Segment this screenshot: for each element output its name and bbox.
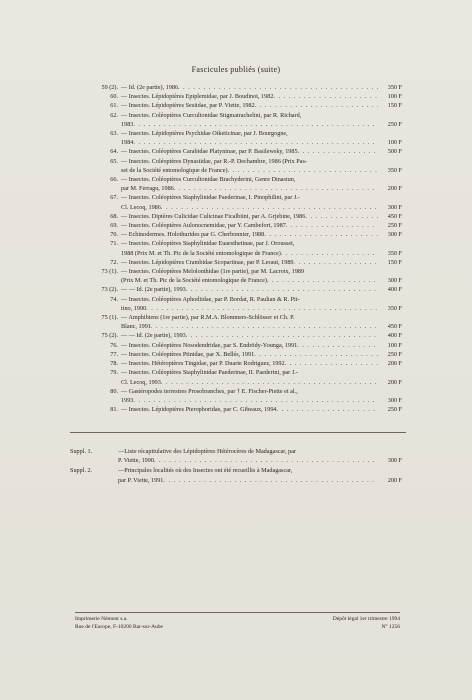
fascicule-entry	[72, 92, 402, 101]
entry-text: 1984	[121, 139, 134, 147]
entry-text: — Insectes. Coléoptères Aphodiidae, par P. Bordat, R. Paulian & R. Pit-	[121, 295, 300, 303]
entry-number: 71.	[110, 240, 118, 248]
entry-text: Cl. Lecoq, 1993	[121, 378, 161, 386]
leader-dots	[298, 147, 378, 156]
leader-dots	[305, 212, 378, 221]
section-divider	[70, 432, 406, 433]
entry-text: — — Id. (2e partie), 1993	[121, 286, 186, 294]
leader-dots	[174, 184, 378, 193]
entry-text: — Insectes. Coléoptères Staphylinidae Paederinae, II. Paederini, par J.-	[121, 369, 298, 377]
supplement-list	[70, 447, 402, 486]
entry-price: 450 F	[387, 323, 402, 331]
footer-rule	[75, 612, 400, 613]
leader-dots	[186, 285, 378, 294]
leader-dots	[161, 203, 378, 212]
entry-number: 81.	[110, 406, 118, 414]
fascicule-entry	[72, 175, 402, 193]
fascicule-entry	[72, 147, 402, 156]
entry-price: 200 F	[387, 378, 402, 386]
supplement-entry	[70, 466, 402, 484]
fascicule-entry	[72, 111, 402, 129]
fascicule-entry	[72, 405, 402, 414]
entry-text: —Liste récapitulative des Lépidoptères Hétérocères de Madagascar, par	[118, 448, 297, 455]
entry-price: 350 F	[387, 84, 402, 91]
entry-text: tino, 1990	[121, 304, 147, 312]
fascicule-entry	[72, 313, 402, 331]
entry-price: 250 F	[387, 120, 402, 128]
entry-number: 61.	[110, 102, 118, 110]
entry-number: 72.	[110, 258, 118, 266]
entry-text: —Principales localités où des Insectes ont été recueillis à Madagascar,	[118, 467, 293, 475]
leader-dots	[151, 322, 378, 331]
leader-dots	[255, 101, 378, 110]
fascicule-entry	[72, 230, 402, 239]
entry-price: 300 F	[387, 277, 402, 285]
fascicule-entry	[72, 193, 402, 211]
entry-text: 1988 (Prix M. et Th. Pic de la Société entomologique de France)	[121, 249, 281, 257]
fascicule-entry	[72, 350, 402, 359]
entry-number: 68.	[110, 212, 118, 220]
leader-dots	[133, 138, 378, 147]
entry-price: 100 F	[387, 93, 402, 101]
entry-price: 200 F	[387, 476, 402, 484]
entry-number: 64.	[110, 148, 118, 156]
entry-text: 1993	[121, 396, 134, 404]
leader-dots	[273, 92, 378, 101]
entry-price: 400 F	[387, 332, 402, 340]
entry-text: — Insectes. Lépidoptères Pterophoridae, par C. Gibeaux, 1994	[121, 406, 277, 414]
fascicule-entry	[72, 129, 402, 147]
entry-text: 1983	[121, 120, 134, 128]
entry-text: P. Viette, 1990	[118, 457, 154, 465]
entry-text: Cl. Lecoq, 1986	[121, 203, 161, 211]
leader-dots	[163, 476, 378, 485]
leader-dots	[146, 304, 378, 313]
page-heading: Fascicules publiés (suite)	[191, 65, 281, 74]
entry-text: — Insectes. Lépidoptères Psychidae Oiketicinae, par J. Bourgogne,	[121, 130, 288, 138]
entry-text: — Insectes. Coléoptères Curculionidae Stigmatrachelini, par R. Richard,	[121, 111, 302, 119]
entry-number: 67.	[110, 194, 118, 202]
entry-price: 100 F	[387, 139, 402, 147]
fascicule-entry	[72, 267, 402, 285]
entry-price: 300 F	[387, 203, 402, 211]
entry-text: — Insectes. Coléoptères Melolonthidae (1re partie), par M. Lacroix, 1989	[121, 268, 304, 276]
entry-text: par P. Viette, 1991	[118, 476, 164, 484]
entry-price: 450 F	[387, 212, 402, 220]
entry-number: 73 (1).	[101, 268, 118, 276]
entry-number: 59 (2).	[101, 84, 118, 91]
leader-dots	[186, 331, 378, 340]
leader-dots	[281, 249, 378, 258]
entry-number: 75 (1).	[101, 314, 118, 322]
entry-price: 150 F	[387, 102, 402, 110]
leader-dots	[297, 341, 378, 350]
entry-text: — Gastéropodes terrestres Prosobranches, par † E. Fischer-Piette et al.,	[121, 387, 298, 395]
entry-price: 200 F	[387, 185, 402, 193]
entry-text: — Id. (2e partie), 1986	[121, 84, 179, 91]
entry-number: 76.	[110, 341, 118, 349]
entry-number: 69.	[110, 222, 118, 230]
entry-text: — Echinodermes. Holothurides par G. Cherbonnier, 1988	[121, 231, 265, 239]
fascicule-entry	[72, 285, 402, 294]
entry-number: 65.	[110, 157, 118, 165]
leader-dots	[161, 378, 378, 387]
entry-text: — Insectes. Lépidoptères Sesiidae, par P. Viette, 1982	[121, 102, 255, 110]
entry-number: 79.	[110, 369, 118, 377]
leader-dots	[294, 258, 378, 267]
fascicule-entry	[72, 212, 402, 221]
entry-price: 350 F	[387, 166, 402, 174]
entry-text: — Insectes. Coléoptères Curculionidae Brachyderini, Genre Dinastun,	[121, 176, 296, 184]
leader-dots	[285, 359, 378, 368]
entry-text: par M. Ferragu, 1986	[121, 185, 174, 193]
entry-price: 300 F	[387, 396, 402, 404]
entry-text: — Insectes. Coléoptères Carabidae Platyninae, par P. Basilewsky, 1985	[121, 148, 298, 156]
supplement-entry	[70, 447, 402, 465]
entry-text: — Insectes. Lépidoptères Crambidae Scopariinae, par P. Leraut, 1989	[121, 258, 294, 266]
entry-price: 300 F	[387, 457, 402, 465]
fascicule-entry	[72, 221, 402, 230]
entry-text: — Insectes. Diptères Culicidae Culicinae Ficalbiini, par A. Grjebine, 1986	[121, 212, 306, 220]
entry-number: 75 (2).	[101, 332, 118, 340]
printer-address: Rue de l'Europe, F-10200 Bar-sur-Aube	[75, 624, 163, 630]
entry-number: 60.	[110, 93, 118, 101]
entry-price: 400 F	[387, 286, 402, 294]
fascicule-entry	[72, 239, 402, 257]
entry-number: 80.	[110, 387, 118, 395]
fascicule-list	[72, 83, 402, 414]
legal-deposit: Dépôt légal 1er trimestre 1994	[332, 616, 400, 622]
entry-text: — Insectes. Coléoptères Aulonocnemidae, par Y. Cambefort, 1987	[121, 222, 286, 230]
fascicule-entry	[72, 295, 402, 313]
entry-price: 350 F	[387, 249, 402, 257]
entry-price: 250 F	[387, 222, 402, 230]
entry-number: 70.	[110, 231, 118, 239]
fascicule-entry	[72, 387, 402, 405]
entry-text: — Insectes. Lépidoptères Epiplemidae, par J. Boudinot, 1982	[121, 93, 274, 101]
leader-dots	[277, 405, 378, 414]
leader-dots	[286, 221, 378, 230]
entry-text: — Insectes. Coléoptères Nosodendridae, par S. Endrödy-Younga, 1991	[121, 341, 298, 349]
entry-number: 63.	[110, 130, 118, 138]
entry-number: Suppl. 2.	[70, 467, 93, 475]
fascicule-entry	[72, 331, 402, 340]
entry-number: 62.	[110, 111, 118, 119]
fascicule-entry	[72, 101, 402, 110]
printer-name: Imprimerie Némont s.a.	[75, 616, 128, 622]
entry-number: Suppl. 1.	[70, 448, 93, 455]
entry-price: 500 F	[387, 148, 402, 156]
fascicule-entry	[72, 83, 402, 92]
leader-dots	[133, 120, 378, 129]
entry-text: — — Id. (2e partie), 1993	[121, 332, 186, 340]
entry-text: — Insectes. Coléoptères Staphylinidae Euaesthetinae, par J. Orousset,	[121, 240, 295, 248]
entry-number: 78.	[110, 360, 118, 368]
entry-text: (Prix M. et Th. Pic de la Société entomologique de France)	[121, 277, 267, 285]
entry-number: 66.	[110, 176, 118, 184]
entry-price: 150 F	[387, 258, 402, 266]
entry-text: — Insectes. Coléoptères Staphylinidae Paederinae, I. Pinophilini, par J.-	[121, 194, 300, 202]
fascicule-entry	[72, 341, 402, 350]
entry-text: — Insectes. Coléoptères Ptinidae, par X. Bellés, 1991	[121, 350, 255, 358]
entry-text: — Insectes. Coléoptères Dynastidae, par R.-P. Dechambre, 1986 (Prix Pas-	[121, 157, 307, 165]
leader-dots	[267, 276, 378, 285]
fascicule-entry	[72, 368, 402, 386]
fascicule-entry	[72, 157, 402, 175]
leader-dots	[178, 83, 378, 92]
entry-price: 250 F	[387, 350, 402, 358]
entry-text: — Amphibiens (1re partie), par R.M.A. Blommers-Schlösser et Ch. P.	[121, 314, 295, 322]
entry-number: 73 (2).	[101, 286, 118, 294]
entry-text: Blanc, 1991	[121, 323, 151, 331]
entry-price: 200 F	[387, 360, 402, 368]
fascicule-entry	[72, 258, 402, 267]
leader-dots	[264, 230, 378, 239]
entry-number: 77.	[110, 350, 118, 358]
leader-dots	[228, 166, 378, 175]
entry-price: 100 F	[387, 341, 402, 349]
leader-dots	[154, 456, 378, 465]
fascicule-entry	[72, 359, 402, 368]
leader-dots	[133, 396, 378, 405]
entry-text: — Insectes. Hétéroptères Tingidae, par P. Duarte Rodriguez, 1992	[121, 360, 285, 368]
entry-text: set de la Société entomologique de France)	[121, 166, 228, 174]
entry-price: 300 F	[387, 231, 402, 239]
entry-price: 250 F	[387, 406, 402, 414]
entry-number: 74.	[110, 295, 118, 303]
imprint-footer	[75, 612, 400, 631]
print-number: N° 1256	[381, 624, 400, 630]
leader-dots	[254, 350, 378, 359]
entry-price: 350 F	[387, 304, 402, 312]
